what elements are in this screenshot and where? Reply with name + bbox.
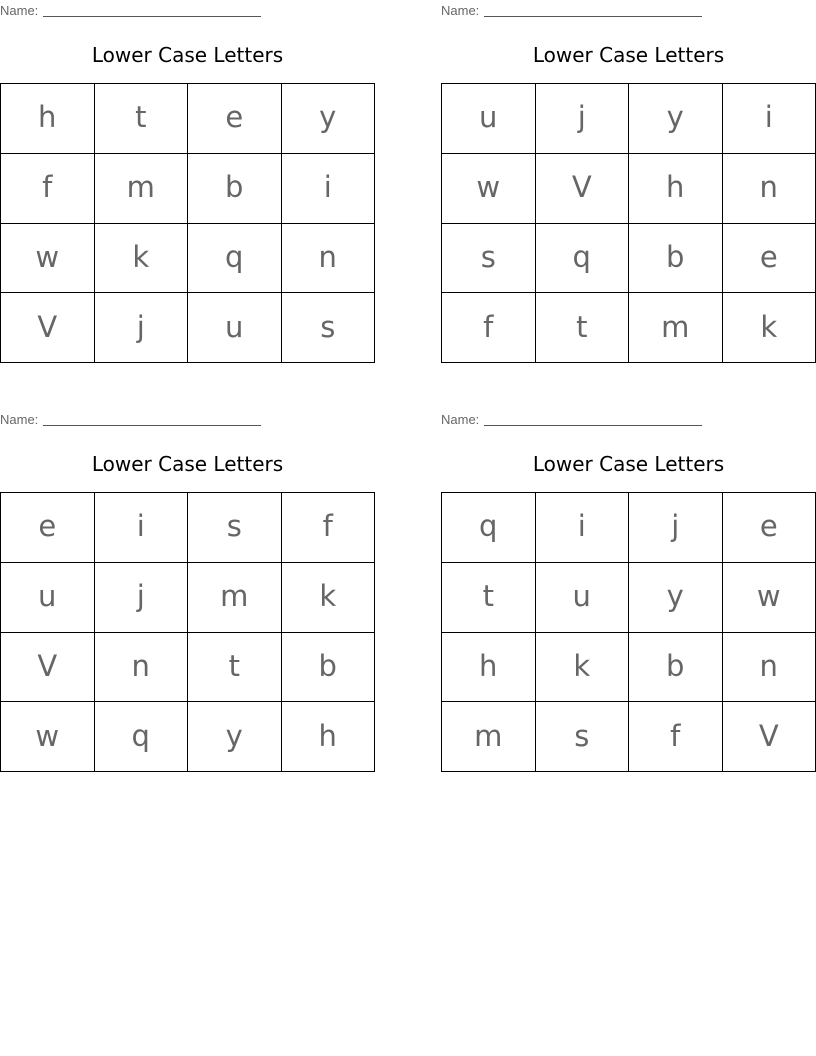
letter-cell: b [188, 154, 282, 224]
letter-cell: y [629, 563, 723, 633]
letter-cell: m [629, 293, 723, 363]
bingo-card-4 [441, 409, 816, 781]
letter-cell: e [723, 493, 816, 563]
bingo-card-2 [441, 0, 816, 372]
letter-cell: f [442, 293, 536, 363]
bingo-card-3 [0, 409, 375, 781]
letter-cell: s [282, 293, 376, 363]
letter-cell: V [536, 154, 630, 224]
letter-cell: i [723, 84, 816, 154]
letter-cell: j [536, 84, 630, 154]
letter-cell: s [188, 493, 282, 563]
letter-cell: t [188, 633, 282, 703]
letter-cell: e [1, 493, 95, 563]
letter-cell: u [1, 563, 95, 633]
letter-cell: n [723, 154, 816, 224]
card-title: Lower Case Letters [532, 452, 725, 476]
letter-cell: q [536, 224, 630, 294]
letter-cell: q [188, 224, 282, 294]
letter-cell: i [282, 154, 376, 224]
letter-cell: e [188, 84, 282, 154]
name-underline [484, 16, 702, 17]
bingo-card-1 [0, 0, 375, 372]
letter-cell: h [629, 154, 723, 224]
name-label: Name: [441, 412, 480, 427]
card-title: Lower Case Letters [91, 43, 284, 67]
card-title: Lower Case Letters [91, 452, 284, 476]
letter-cell: m [95, 154, 189, 224]
letter-cell: w [1, 702, 95, 772]
letter-grid [0, 492, 375, 772]
name-field [441, 3, 702, 19]
letter-cell: f [629, 702, 723, 772]
name-field [0, 412, 261, 428]
letter-cell: y [188, 702, 282, 772]
card-title: Lower Case Letters [532, 43, 725, 67]
letter-cell: m [442, 702, 536, 772]
letter-cell: s [536, 702, 630, 772]
letter-cell: n [723, 633, 816, 703]
letter-cell: h [282, 702, 376, 772]
letter-cell: h [442, 633, 536, 703]
letter-cell: k [95, 224, 189, 294]
letter-cell: b [629, 633, 723, 703]
letter-cell: V [723, 702, 816, 772]
name-underline [484, 425, 702, 426]
letter-cell: t [95, 84, 189, 154]
name-label: Name: [441, 3, 480, 18]
letter-cell: n [95, 633, 189, 703]
letter-cell: u [442, 84, 536, 154]
letter-cell: k [282, 563, 376, 633]
letter-cell: f [1, 154, 95, 224]
letter-cell: y [282, 84, 376, 154]
letter-cell: y [629, 84, 723, 154]
letter-cell: f [282, 493, 376, 563]
letter-grid [441, 492, 816, 772]
letter-cell: t [536, 293, 630, 363]
letter-cell: t [442, 563, 536, 633]
name-underline [43, 425, 261, 426]
letter-cell: i [536, 493, 630, 563]
letter-cell: j [629, 493, 723, 563]
name-label: Name: [0, 3, 39, 18]
letter-cell: i [95, 493, 189, 563]
letter-grid [441, 83, 816, 363]
letter-grid [0, 83, 375, 363]
letter-cell: s [442, 224, 536, 294]
letter-cell: n [282, 224, 376, 294]
letter-cell: k [536, 633, 630, 703]
letter-cell: w [442, 154, 536, 224]
letter-cell: j [95, 563, 189, 633]
letter-cell: j [95, 293, 189, 363]
letter-cell: b [629, 224, 723, 294]
letter-cell: m [188, 563, 282, 633]
letter-cell: u [536, 563, 630, 633]
letter-cell: k [723, 293, 816, 363]
name-label: Name: [0, 412, 39, 427]
letter-cell: w [723, 563, 816, 633]
letter-cell: q [95, 702, 189, 772]
letter-cell: e [723, 224, 816, 294]
letter-cell: q [442, 493, 536, 563]
letter-cell: h [1, 84, 95, 154]
name-field [0, 3, 261, 19]
name-field [441, 412, 702, 428]
letter-cell: w [1, 224, 95, 294]
name-underline [43, 16, 261, 17]
letter-cell: u [188, 293, 282, 363]
letter-cell: b [282, 633, 376, 703]
letter-cell: V [1, 633, 95, 703]
letter-cell: V [1, 293, 95, 363]
